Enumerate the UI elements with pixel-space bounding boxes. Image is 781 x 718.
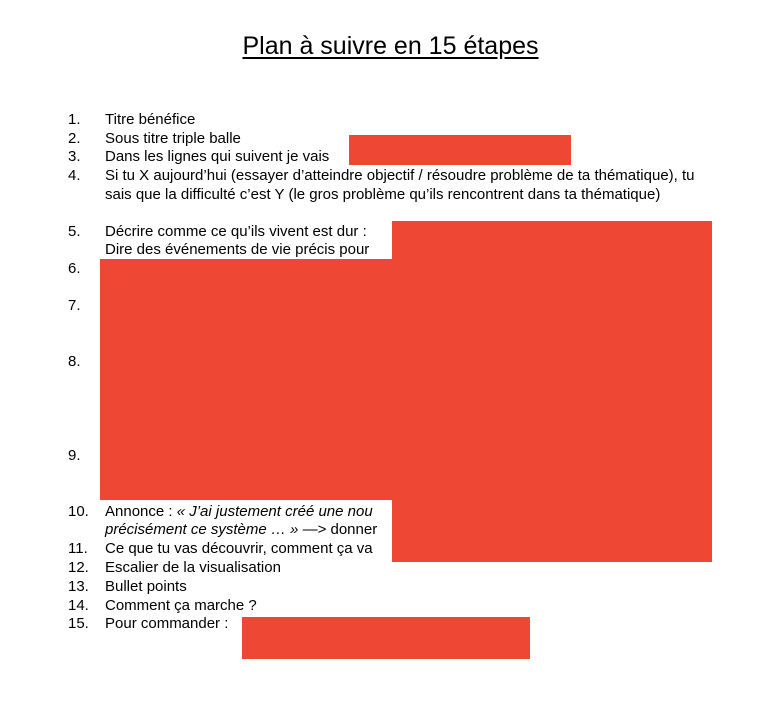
step-text: Titre bénéfice <box>105 111 196 128</box>
step-number: 2. <box>68 130 81 147</box>
step-text: Dans les lignes qui suivent je vais <box>105 148 330 165</box>
redaction-block <box>242 617 530 659</box>
step-text: Escalier de la visualisation <box>105 559 281 576</box>
document-title: Plan à suivre en 15 étapes <box>242 32 539 60</box>
step-text: Pour commander : <box>105 615 229 632</box>
redaction-block <box>392 221 712 562</box>
step-text-quote: « J’ai justement créé une nou <box>176 503 373 520</box>
redaction-block <box>100 259 393 500</box>
step-number: 5. <box>68 223 81 240</box>
step-number: 14. <box>68 597 89 614</box>
step-number: 3. <box>68 148 81 165</box>
step-number: 8. <box>68 353 81 370</box>
step-text-quote-end: précisément ce système … » <box>105 521 299 538</box>
step-number: 11. <box>68 540 88 557</box>
step-text: Si tu X aujourd’hui (essayer d’atteindre objectif / résoudre problème de ta thématique), tu sais que la difficulté c’est Y (le gros problème qu’ils rencontrent dans ta thématique) <box>105 167 699 203</box>
step-text-continuation: Dire des événements de vie précis pour <box>105 241 370 258</box>
step-number: 12. <box>68 559 89 576</box>
step-text-rest: —> donner <box>298 521 378 538</box>
step-number: 10. <box>68 503 89 520</box>
step-text: Comment ça marche ? <box>105 597 257 614</box>
step-number: 13. <box>68 578 89 595</box>
step-text: Sous titre triple balle <box>105 130 241 147</box>
step-number: 4. <box>68 167 81 184</box>
step-text-prefix: Annonce : <box>105 503 177 520</box>
step-text: Ce que tu vas découvrir, comment ça va <box>105 540 373 557</box>
step-number: 9. <box>68 447 81 464</box>
step-number: 15. <box>68 615 89 632</box>
step-text: Décrire comme ce qu’ils vivent est dur : <box>105 223 367 240</box>
step-number: 6. <box>68 260 81 277</box>
step-number: 7. <box>68 297 81 314</box>
redaction-block <box>349 135 571 165</box>
step-text: Bullet points <box>105 578 187 595</box>
step-number: 1. <box>68 111 81 128</box>
